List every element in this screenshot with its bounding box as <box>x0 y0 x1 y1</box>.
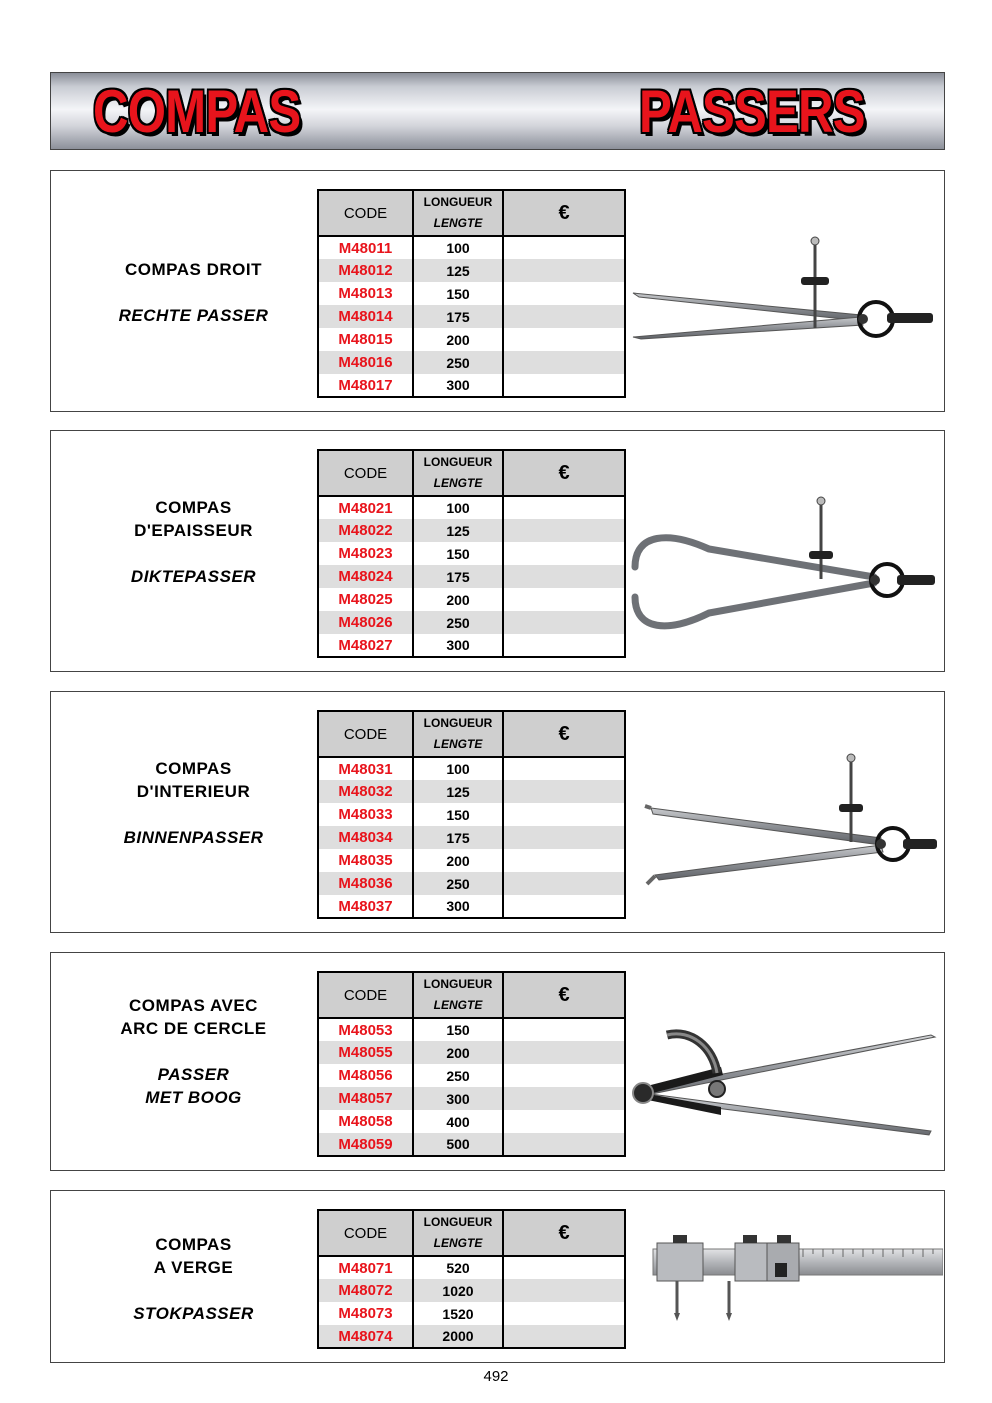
product-names <box>71 258 316 327</box>
length-cell: 175 <box>413 565 503 588</box>
length-cell: 400 <box>413 1110 503 1133</box>
code-cell: M48059 <box>318 1133 413 1156</box>
length-cell: 150 <box>413 542 503 565</box>
col-length-fr: LONGUEUR <box>423 455 493 469</box>
col-price: € <box>503 190 625 236</box>
length-cell: 300 <box>413 374 503 397</box>
product-name-fr-line2: D'EPAISSEUR <box>134 521 253 540</box>
price-cell <box>503 1018 625 1041</box>
table-row <box>318 565 625 588</box>
section-compas-droit <box>50 170 945 412</box>
length-cell: 125 <box>413 780 503 803</box>
price-table <box>317 710 626 919</box>
code-cell: M48013 <box>318 282 413 305</box>
table-row <box>318 1133 625 1156</box>
col-code: CODE <box>318 711 413 757</box>
code-cell: M48055 <box>318 1041 413 1064</box>
table-row <box>318 1087 625 1110</box>
inside-caliper-image <box>641 750 941 895</box>
price-cell <box>503 259 625 282</box>
length-cell: 175 <box>413 826 503 849</box>
price-table <box>317 189 626 398</box>
price-cell <box>503 542 625 565</box>
col-code: CODE <box>318 450 413 496</box>
price-cell <box>503 351 625 374</box>
code-cell: M48025 <box>318 588 413 611</box>
product-name-fr: COMPAS DROIT <box>125 260 262 279</box>
price-cell <box>503 1302 625 1325</box>
price-cell <box>503 611 625 634</box>
product-name-nl-line2: MET BOOG <box>145 1088 242 1107</box>
table-row <box>318 1018 625 1041</box>
length-cell: 250 <box>413 611 503 634</box>
length-cell: 1020 <box>413 1279 503 1302</box>
code-cell: M48026 <box>318 611 413 634</box>
product-name-nl: PASSER <box>157 1065 230 1084</box>
product-names <box>71 994 316 1109</box>
col-length-fr: LONGUEUR <box>423 195 493 209</box>
price-cell <box>503 757 625 780</box>
length-cell: 125 <box>413 519 503 542</box>
table-row <box>318 542 625 565</box>
code-cell: M48035 <box>318 849 413 872</box>
table-row <box>318 1325 625 1348</box>
col-price: € <box>503 972 625 1018</box>
table-row <box>318 374 625 397</box>
table-row <box>318 1041 625 1064</box>
price-cell <box>503 305 625 328</box>
code-cell: M48032 <box>318 780 413 803</box>
price-cell <box>503 1110 625 1133</box>
table-row <box>318 1110 625 1133</box>
price-table <box>317 1209 626 1349</box>
col-length-fr: LONGUEUR <box>423 716 493 730</box>
col-price: € <box>503 1210 625 1256</box>
table-row <box>318 634 625 657</box>
table-row <box>318 757 625 780</box>
col-length <box>413 711 503 757</box>
col-length-fr: LONGUEUR <box>423 1215 493 1229</box>
price-cell <box>503 496 625 519</box>
price-cell <box>503 374 625 397</box>
price-cell <box>503 1087 625 1110</box>
col-code: CODE <box>318 972 413 1018</box>
length-cell: 200 <box>413 588 503 611</box>
price-cell <box>503 780 625 803</box>
col-length-nl: LENGTE <box>433 737 483 751</box>
title-banner <box>50 72 945 150</box>
col-length-fr: LONGUEUR <box>423 977 493 991</box>
product-names <box>71 1233 316 1325</box>
code-cell: M48033 <box>318 803 413 826</box>
table-row <box>318 519 625 542</box>
table-row <box>318 611 625 634</box>
table-row <box>318 351 625 374</box>
length-cell: 250 <box>413 872 503 895</box>
price-cell <box>503 895 625 918</box>
col-length <box>413 450 503 496</box>
code-cell: M48011 <box>318 236 413 259</box>
price-cell <box>503 634 625 657</box>
length-cell: 500 <box>413 1133 503 1156</box>
price-cell <box>503 1256 625 1279</box>
table-row <box>318 826 625 849</box>
length-cell: 175 <box>413 305 503 328</box>
code-cell: M48036 <box>318 872 413 895</box>
product-name-fr: COMPAS <box>155 1235 232 1254</box>
table-row <box>318 803 625 826</box>
length-cell: 100 <box>413 496 503 519</box>
code-cell: M48021 <box>318 496 413 519</box>
length-cell: 520 <box>413 1256 503 1279</box>
table-row <box>318 849 625 872</box>
table-row <box>318 1064 625 1087</box>
code-cell: M48057 <box>318 1087 413 1110</box>
col-price: € <box>503 711 625 757</box>
code-cell: M48074 <box>318 1325 413 1348</box>
product-name-fr: COMPAS <box>155 498 232 517</box>
code-cell: M48053 <box>318 1018 413 1041</box>
length-cell: 300 <box>413 895 503 918</box>
price-cell <box>503 1279 625 1302</box>
price-cell <box>503 872 625 895</box>
col-code: CODE <box>318 190 413 236</box>
price-cell <box>503 519 625 542</box>
col-length <box>413 190 503 236</box>
price-cell <box>503 588 625 611</box>
code-cell: M48037 <box>318 895 413 918</box>
col-length-nl: LENGTE <box>433 1236 483 1250</box>
price-cell <box>503 1064 625 1087</box>
product-name-fr-line2: ARC DE CERCLE <box>120 1019 267 1038</box>
table-row <box>318 780 625 803</box>
price-cell <box>503 803 625 826</box>
col-length-nl: LENGTE <box>433 216 483 230</box>
product-name-fr: COMPAS AVEC <box>129 996 258 1015</box>
code-cell: M48034 <box>318 826 413 849</box>
col-length-nl: LENGTE <box>433 476 483 490</box>
section-compas-arc <box>50 952 945 1171</box>
length-cell: 250 <box>413 351 503 374</box>
length-cell: 200 <box>413 328 503 351</box>
code-cell: M48071 <box>318 1256 413 1279</box>
banner-title-nl: PASSERS <box>639 78 865 145</box>
price-cell <box>503 565 625 588</box>
section-compas-verge <box>50 1190 945 1363</box>
code-cell: M48072 <box>318 1279 413 1302</box>
table-row <box>318 259 625 282</box>
code-cell: M48012 <box>318 259 413 282</box>
table-row <box>318 1256 625 1279</box>
price-cell <box>503 826 625 849</box>
price-cell <box>503 328 625 351</box>
price-cell <box>503 849 625 872</box>
code-cell: M48016 <box>318 351 413 374</box>
length-cell: 100 <box>413 236 503 259</box>
product-name-nl: STOKPASSER <box>133 1304 254 1323</box>
code-cell: M48022 <box>318 519 413 542</box>
length-cell: 100 <box>413 757 503 780</box>
price-cell <box>503 236 625 259</box>
length-cell: 125 <box>413 259 503 282</box>
wing-compass-image <box>631 1027 941 1137</box>
col-length <box>413 972 503 1018</box>
code-cell: M48017 <box>318 374 413 397</box>
table-row <box>318 305 625 328</box>
code-cell: M48015 <box>318 328 413 351</box>
table-row <box>318 872 625 895</box>
code-cell: M48058 <box>318 1110 413 1133</box>
length-cell: 1520 <box>413 1302 503 1325</box>
length-cell: 2000 <box>413 1325 503 1348</box>
length-cell: 150 <box>413 282 503 305</box>
col-price: € <box>503 450 625 496</box>
code-cell: M48027 <box>318 634 413 657</box>
beam-trammel-image <box>643 1229 943 1323</box>
col-length <box>413 1210 503 1256</box>
table-row <box>318 328 625 351</box>
product-name-nl: DIKTEPASSER <box>130 567 257 586</box>
table-row <box>318 1302 625 1325</box>
length-cell: 200 <box>413 849 503 872</box>
table-row <box>318 496 625 519</box>
length-cell: 300 <box>413 1087 503 1110</box>
length-cell: 200 <box>413 1041 503 1064</box>
outside-caliper-image <box>629 493 939 643</box>
product-names <box>71 757 316 849</box>
table-row <box>318 282 625 305</box>
code-cell: M48024 <box>318 565 413 588</box>
table-row <box>318 236 625 259</box>
product-name-fr: COMPAS <box>155 759 232 778</box>
section-compas-interieur <box>50 691 945 933</box>
product-names <box>71 496 316 588</box>
code-cell: M48056 <box>318 1064 413 1087</box>
col-code: CODE <box>318 1210 413 1256</box>
code-cell: M48023 <box>318 542 413 565</box>
length-cell: 300 <box>413 634 503 657</box>
table-row <box>318 1279 625 1302</box>
product-name-nl: RECHTE PASSER <box>118 306 269 325</box>
banner-title-fr: COMPAS <box>93 78 301 145</box>
price-cell <box>503 282 625 305</box>
price-table <box>317 971 626 1157</box>
product-name-nl: BINNENPASSER <box>123 828 264 847</box>
code-cell: M48014 <box>318 305 413 328</box>
table-row <box>318 588 625 611</box>
code-cell: M48031 <box>318 757 413 780</box>
length-cell: 250 <box>413 1064 503 1087</box>
table-row <box>318 895 625 918</box>
price-cell <box>503 1041 625 1064</box>
page-number: 492 <box>483 1368 509 1385</box>
product-name-fr-line2: A VERGE <box>153 1258 234 1277</box>
code-cell: M48073 <box>318 1302 413 1325</box>
product-name-fr-line2: D'INTERIEUR <box>136 782 251 801</box>
section-compas-epaisseur <box>50 430 945 672</box>
price-table <box>317 449 626 658</box>
price-cell <box>503 1325 625 1348</box>
price-cell <box>503 1133 625 1156</box>
col-length-nl: LENGTE <box>433 998 483 1012</box>
straight-compass-image <box>631 233 936 353</box>
length-cell: 150 <box>413 803 503 826</box>
length-cell: 150 <box>413 1018 503 1041</box>
